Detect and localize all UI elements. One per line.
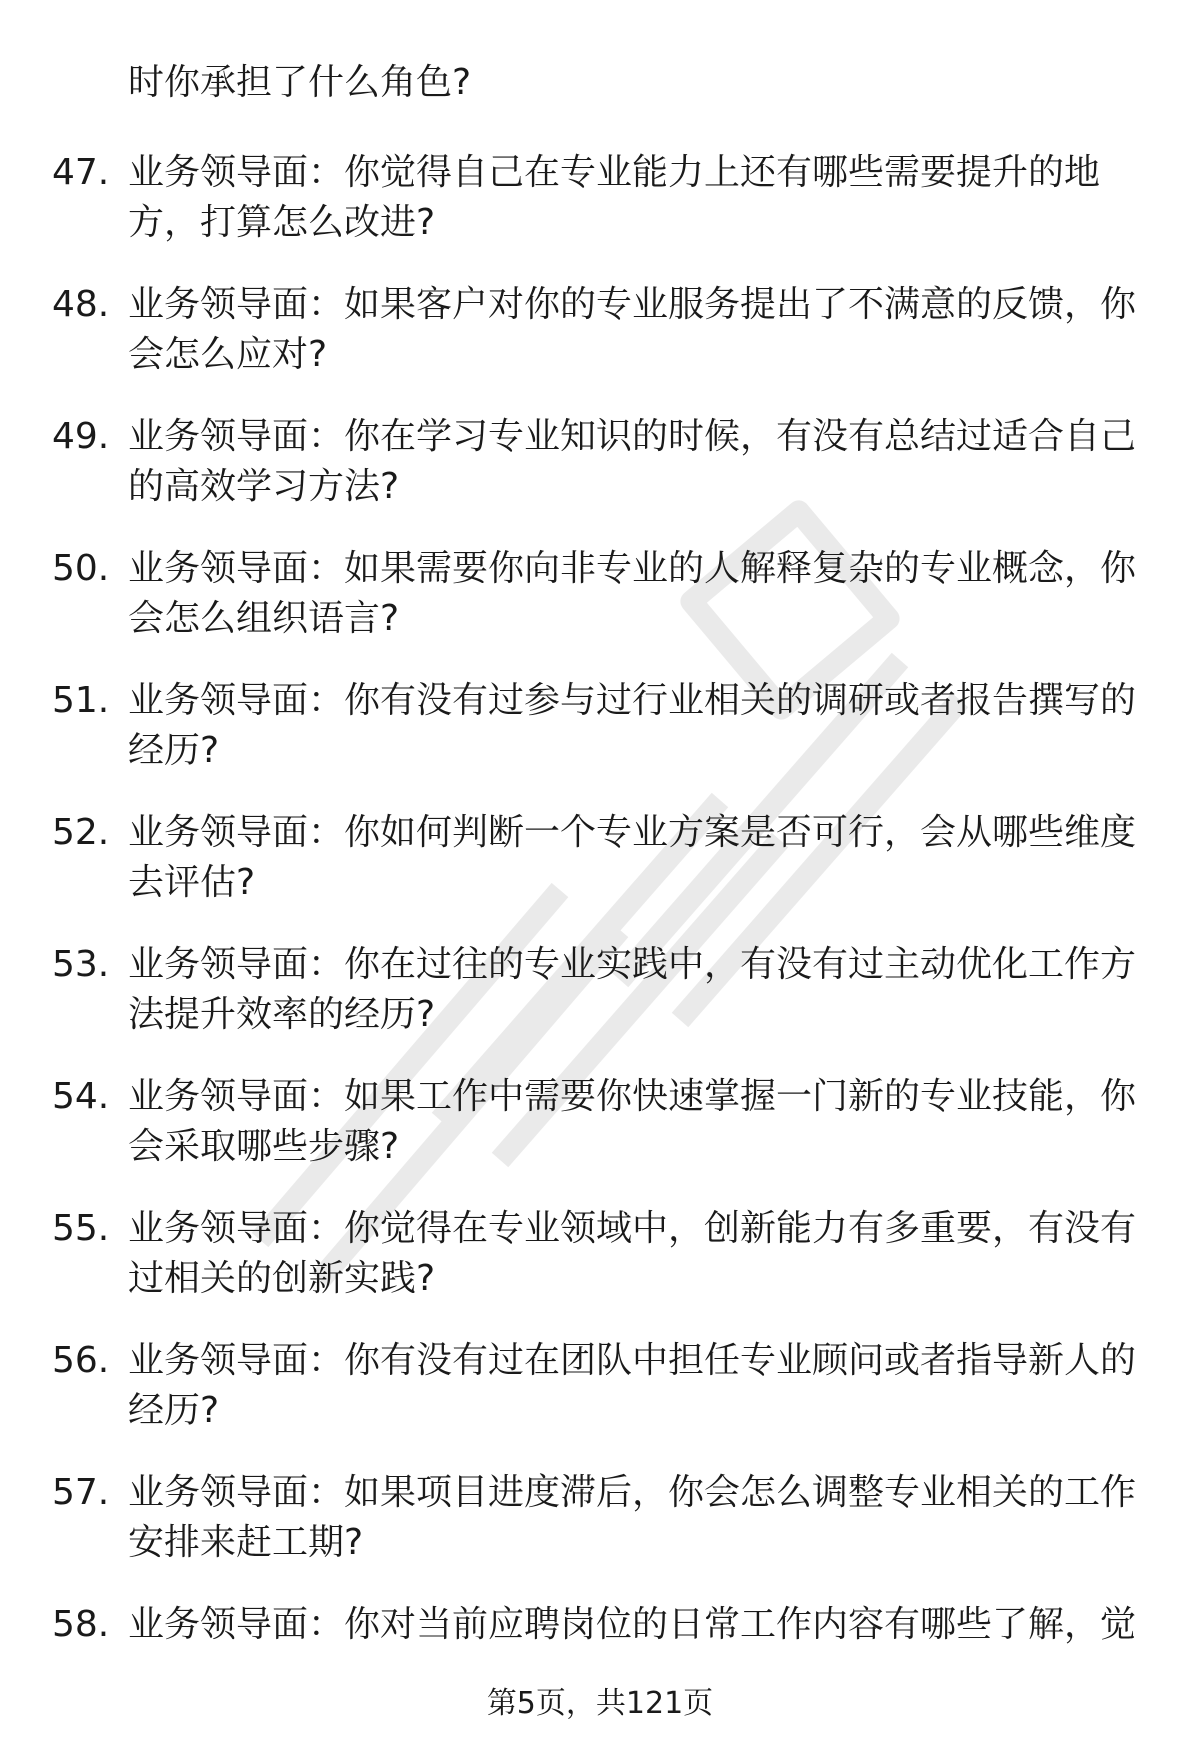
question-number: 49.	[52, 416, 110, 457]
question-item	[0, 536, 1200, 668]
question-line: 业务领导面：你有没有过在团队中担任专业顾问或者指导新人的	[128, 1340, 1137, 1381]
question-line: 的高效学习方法?	[128, 466, 400, 507]
question-text	[128, 1072, 1138, 1172]
question-text	[128, 412, 1138, 512]
continuation-text: 时你承担了什么角色?	[128, 62, 472, 103]
question-text	[128, 1336, 1138, 1436]
question-line: 业务领导面：你对当前应聘岗位的日常工作内容有哪些了解，觉	[128, 1604, 1137, 1645]
question-line: 业务领导面：如果客户对你的专业服务提出了不满意的反馈，你	[128, 284, 1137, 325]
question-text	[128, 280, 1138, 380]
question-line: 业务领导面：你有没有过参与过行业相关的调研或者报告撰写的	[128, 680, 1137, 721]
question-item	[0, 800, 1200, 932]
question-text	[128, 1204, 1138, 1304]
question-line: 业务领导面：如果工作中需要你快速掌握一门新的专业技能，你	[128, 1076, 1137, 1117]
question-item	[0, 1196, 1200, 1328]
question-text	[128, 1468, 1138, 1568]
question-line: 业务领导面：你在学习专业知识的时候，有没有总结过适合自己	[128, 416, 1137, 457]
question-line: 业务领导面：如果项目进度滞后，你会怎么调整专业相关的工作	[128, 1472, 1137, 1513]
question-text	[128, 148, 1138, 248]
question-line: 安排来赶工期?	[128, 1522, 364, 1563]
question-number: 55.	[52, 1208, 110, 1249]
question-list	[0, 140, 1200, 1724]
question-item	[0, 1328, 1200, 1460]
question-text	[128, 940, 1138, 1040]
question-text	[128, 544, 1138, 644]
question-item	[0, 272, 1200, 404]
question-line: 会怎么组织语言?	[128, 598, 400, 639]
question-line: 去评估?	[128, 862, 256, 903]
question-number: 54.	[52, 1076, 110, 1117]
question-line: 会采取哪些步骤?	[128, 1126, 400, 1167]
question-item	[0, 1460, 1200, 1592]
question-text	[128, 1600, 1138, 1650]
question-line: 经历?	[128, 730, 220, 771]
question-number: 57.	[52, 1472, 110, 1513]
question-line: 业务领导面：你如何判断一个专业方案是否可行，会从哪些维度	[128, 812, 1137, 853]
question-line: 业务领导面：你觉得在专业领域中，创新能力有多重要，有没有	[128, 1208, 1137, 1249]
question-item	[0, 1064, 1200, 1196]
question-line: 经历?	[128, 1390, 220, 1431]
question-number: 52.	[52, 812, 110, 853]
page-footer: 第5页，共121页	[486, 1686, 714, 1721]
question-line: 法提升效率的经历?	[128, 994, 436, 1035]
question-number: 58.	[52, 1604, 110, 1645]
question-number: 56.	[52, 1340, 110, 1381]
question-line: 会怎么应对?	[128, 334, 328, 375]
question-text	[128, 808, 1138, 908]
question-number: 47.	[52, 152, 110, 193]
question-item	[0, 932, 1200, 1064]
question-line: 业务领导面：你觉得自己在专业能力上还有哪些需要提升的地	[128, 152, 1101, 193]
question-number: 53.	[52, 944, 110, 985]
question-line: 方，打算怎么改进?	[128, 202, 436, 243]
question-item	[0, 404, 1200, 536]
question-line: 业务领导面：你在过往的专业实践中，有没有过主动优化工作方	[128, 944, 1137, 985]
question-item	[0, 668, 1200, 800]
question-text	[128, 676, 1138, 776]
question-item	[0, 140, 1200, 272]
question-number: 48.	[52, 284, 110, 325]
question-number: 51.	[52, 680, 110, 721]
question-number: 50.	[52, 548, 110, 589]
question-line: 过相关的创新实践?	[128, 1258, 436, 1299]
question-line: 业务领导面：如果需要你向非专业的人解释复杂的专业概念，你	[128, 548, 1137, 589]
